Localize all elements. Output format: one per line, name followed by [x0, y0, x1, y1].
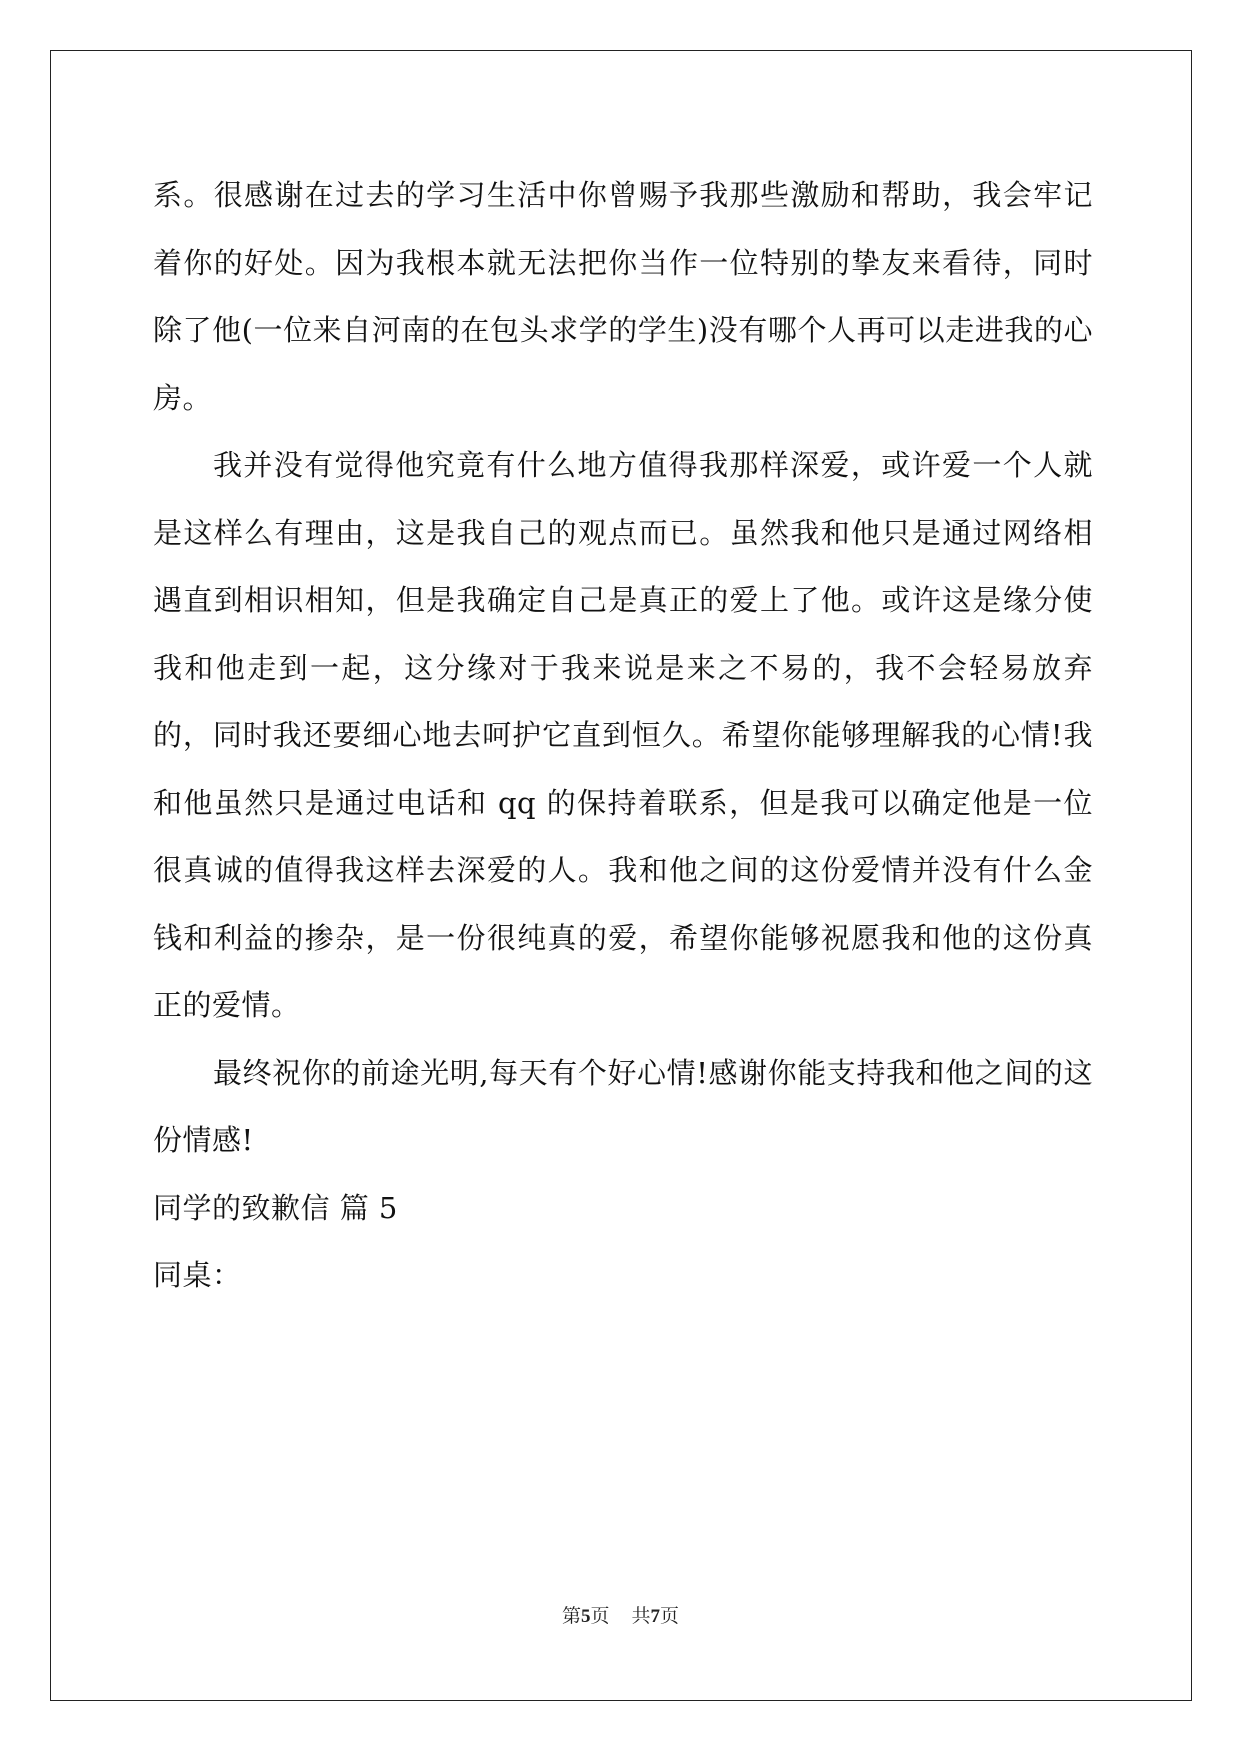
document-body [153, 162, 1093, 1310]
salutation: 同桌： [153, 1258, 242, 1292]
total-suffix: 页 [660, 1605, 680, 1627]
page-prefix: 第 [561, 1605, 581, 1627]
paragraph-closing: 最终祝你的前途光明,每天有个好心情!感谢你能支持我和他之间的这份情感! [153, 1055, 1093, 1157]
total-prefix: 共 [631, 1605, 651, 1627]
section-title: 同学的致歉信 篇 5 [153, 1190, 398, 1225]
current-page-number: 5 [580, 1606, 591, 1627]
total-page-number: 7 [650, 1606, 661, 1627]
page-suffix: 页 [590, 1605, 610, 1627]
paragraph-continuation: 系。很感谢在过去的学习生活中你曾赐予我那些激励和帮助，我会牢记着你的好处。因为我根本就无法把你当作一位特别的挚友来看待，同时除了他(一位来自河南的在包头求学的学生)没有哪个人再可以走进我的心房。 [153, 178, 1093, 415]
paragraph-body: 我并没有觉得他究竟有什么地方值得我那样深爱，或许爱一个人就是这样么有理由，这是我自己的观点而已。虽然我和他只是通过网络相遇直到相识相知，但是我确定自己是真正的爱上了他。或许这是缘分使我和他走到一起，这分缘对于我来说是来之不易的，我不会轻易放弃的，同时我还要细心地去呵护它直到恒久。希望你能够理解我的心情!我和他虽然只是通过电话和 qq 的保持着联系，但是我可以确定他是一位很真诚的值得我这样去深爱的人。我和他之间的这份爱情并没有什么金钱和利益的掺杂，是一份很纯真的爱，希望你能够祝愿我和他的这份真正的爱情。 [153, 448, 1093, 1022]
page-footer [0, 1604, 1241, 1629]
